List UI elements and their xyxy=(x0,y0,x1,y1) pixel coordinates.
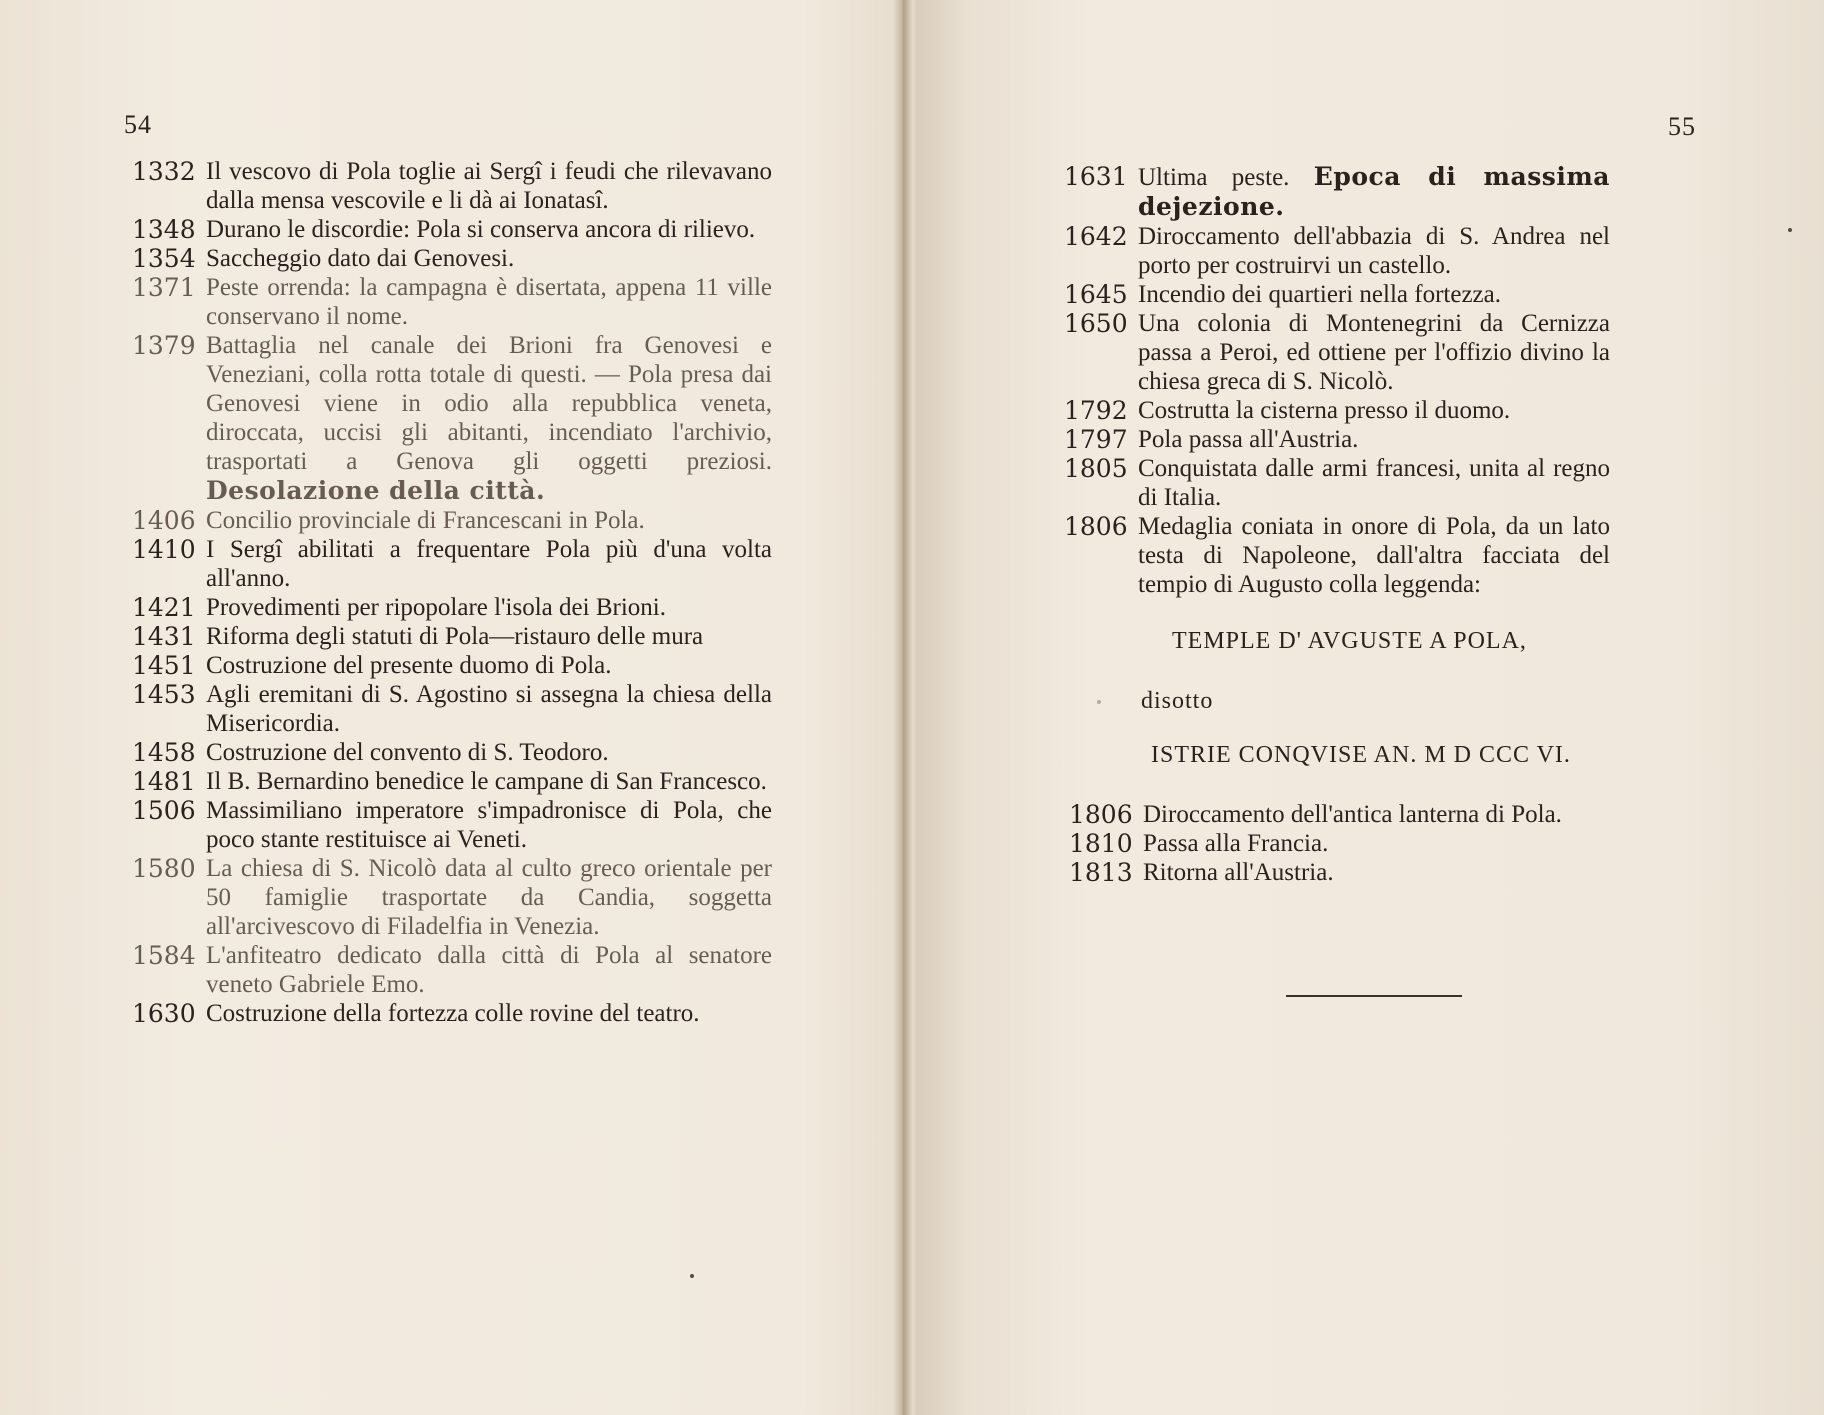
entry-year: 1797 xyxy=(1064,425,1128,454)
entry-year: 1792 xyxy=(1064,396,1128,425)
entry-1650 xyxy=(1064,309,1610,396)
entry-1645 xyxy=(1064,280,1610,309)
entry-text: Riforma degli statuti di Pola—ristauro delle mura xyxy=(206,623,704,650)
entry-year: 1805 xyxy=(1064,454,1128,483)
entry-text: Il vescovo di Pola toglie ai Sergî i feudi che rilevavano dalla mensa vescovile e li dà ai Ionatasî. xyxy=(206,158,772,214)
entry-1371 xyxy=(132,273,772,331)
entry-text: Costruzione del convento di S. Teodoro. xyxy=(206,739,609,766)
entry-year: 1506 xyxy=(132,796,196,825)
entry-text: Diroccamento dell'abbazia di S. Andrea nel porto per costruirvi un castello. xyxy=(1138,223,1610,279)
entry-text: Incendio dei quartieri nella fortezza. xyxy=(1138,281,1502,308)
entry-text: L'anfiteatro dedicato dalla città di Pola al senatore veneto Gabriele Emo. xyxy=(206,942,772,998)
entry-text: I Sergî abilitati a frequentare Pola più d'una volta all'anno. xyxy=(206,536,772,592)
entry-1630 xyxy=(132,999,772,1028)
entry-text: Saccheggio dato dai Genovesi. xyxy=(206,245,515,272)
entry-text: Agli eremitani di S. Agostino si assegna la chiesa della Misericordia. xyxy=(206,681,772,737)
entry-1506 xyxy=(132,796,772,854)
entry-1348 xyxy=(132,215,772,244)
entry-year: 1453 xyxy=(132,680,196,709)
right-entries-after xyxy=(1069,800,1669,887)
entry-year: 1354 xyxy=(132,244,196,273)
entry-text: Provedimenti per ripopolare l'isola dei Brioni. xyxy=(206,594,666,621)
entry-year: 1379 xyxy=(132,331,196,360)
entry-text: Passa alla Francia. xyxy=(1143,830,1329,857)
entry-1806-lantern xyxy=(1069,800,1669,829)
entry-text: Peste orrenda: la campagna è disertata, appena 11 ville conservano il nome. xyxy=(206,274,772,330)
entry-1580 xyxy=(132,854,772,941)
entry-1631 xyxy=(1064,162,1610,222)
closing-rule xyxy=(1286,995,1462,997)
entry-text xyxy=(206,331,772,506)
entry-year: 1406 xyxy=(132,506,196,535)
entry-text: Ritorna all'Austria. xyxy=(1143,859,1334,886)
entry-1584 xyxy=(132,941,772,999)
medal-inscription-obverse: TEMPLE D' AVGUSTE A POLA, xyxy=(1172,628,1527,654)
right-page xyxy=(904,0,1824,1415)
paper-speck xyxy=(690,1274,694,1278)
entry-1379 xyxy=(132,331,772,506)
entry-year: 1431 xyxy=(132,622,196,651)
entry-text: Una colonia di Montenegrini da Cernizza passa a Peroi, ed ottiene per l'offizio divino la chiesa greca di S. Nicolò. xyxy=(1138,310,1610,395)
page-number-left: 54 xyxy=(124,110,152,139)
entry-text: Il B. Bernardino benedice le campane di San Francesco. xyxy=(206,768,767,795)
entry-text: Diroccamento dell'antica lanterna di Pola. xyxy=(1143,801,1562,828)
entry-year: 1806 xyxy=(1069,800,1133,829)
entry-1451 xyxy=(132,651,772,680)
entry-text: Costruzione del presente duomo di Pola. xyxy=(206,652,612,679)
entry-year: 1630 xyxy=(132,999,196,1028)
entry-text-main: Ultima peste. xyxy=(1138,164,1290,191)
entry-text-main: Battaglia nel canale dei Brioni fra Genovesi e Veneziani, colla rotta totale di questi. — Pola presa dai Genovesi viene in odio alla repubblica veneta, diroccata, uccisi gli abitanti, incendiato l'archivio, trasportati a Genova gli oggetti preziosi. xyxy=(206,332,772,475)
entry-text xyxy=(1138,162,1610,222)
left-page xyxy=(0,0,904,1415)
entry-text: Concilio provinciale di Francescani in Pola. xyxy=(206,507,645,534)
entry-text: Durano le discordie: Pola si conserva ancora di rilievo. xyxy=(206,216,756,243)
entry-text: Costruzione della fortezza colle rovine del teatro. xyxy=(206,1000,700,1027)
entry-1481 xyxy=(132,767,772,796)
entry-1431 xyxy=(132,622,772,651)
left-entries xyxy=(132,157,772,1028)
entry-1453 xyxy=(132,680,772,738)
entry-year: 1580 xyxy=(132,854,196,883)
entry-text-bold: Epoca di massima dejezione. xyxy=(1138,162,1610,221)
entry-year: 1348 xyxy=(132,215,196,244)
entry-1806-medal xyxy=(1064,512,1610,599)
entry-year: 1813 xyxy=(1069,858,1133,887)
entry-text-bold: Desolazione della città. xyxy=(206,476,546,505)
paper-speck xyxy=(1097,700,1101,704)
entry-text: Medaglia coniata in onore di Pola, da un lato testa di Napoleone, dall'altra facciata del tempio di Augusto colla leggenda: xyxy=(1138,513,1610,598)
entry-year: 1451 xyxy=(132,651,196,680)
entry-year: 1631 xyxy=(1064,162,1128,191)
entry-year: 1650 xyxy=(1064,309,1128,338)
entry-1810 xyxy=(1069,829,1669,858)
entry-1813 xyxy=(1069,858,1669,887)
medal-inscription-connector: disotto xyxy=(1141,688,1214,714)
paper-speck xyxy=(1788,228,1792,232)
entry-text: Pola passa all'Austria. xyxy=(1138,426,1359,453)
entry-1332 xyxy=(132,157,772,215)
page-number-right: 55 xyxy=(1668,112,1696,141)
entry-1410 xyxy=(132,535,772,593)
entry-1805 xyxy=(1064,454,1610,512)
entry-1354 xyxy=(132,244,772,273)
entry-year: 1410 xyxy=(132,535,196,564)
entry-year: 1458 xyxy=(132,738,196,767)
entry-1792 xyxy=(1064,396,1610,425)
entry-year: 1584 xyxy=(132,941,196,970)
entry-year: 1421 xyxy=(132,593,196,622)
entry-year: 1806 xyxy=(1064,512,1128,541)
entry-1406 xyxy=(132,506,772,535)
entry-year: 1332 xyxy=(132,157,196,186)
entry-1421 xyxy=(132,593,772,622)
entry-text: Massimiliano imperatore s'impadronisce di Pola, che poco stante restituisce ai Veneti. xyxy=(206,797,772,853)
entry-year: 1481 xyxy=(132,767,196,796)
entry-1458 xyxy=(132,738,772,767)
entry-1642 xyxy=(1064,222,1610,280)
entry-year: 1645 xyxy=(1064,280,1128,309)
entry-text: La chiesa di S. Nicolò data al culto greco orientale per 50 famiglie trasportate da Candia, soggetta all'arcivescovo di Filadelfia in Venezia. xyxy=(206,855,772,940)
right-entries xyxy=(1064,162,1610,599)
entry-year: 1371 xyxy=(132,273,196,302)
medal-inscription-reverse: ISTRIE CONQVISE AN. M D CCC VI. xyxy=(1151,742,1571,768)
entry-1797 xyxy=(1064,425,1610,454)
entry-text: Costrutta la cisterna presso il duomo. xyxy=(1138,397,1511,424)
entry-text: Conquistata dalle armi francesi, unita al regno di Italia. xyxy=(1138,455,1610,511)
entry-year: 1810 xyxy=(1069,829,1133,858)
entry-year: 1642 xyxy=(1064,222,1128,251)
